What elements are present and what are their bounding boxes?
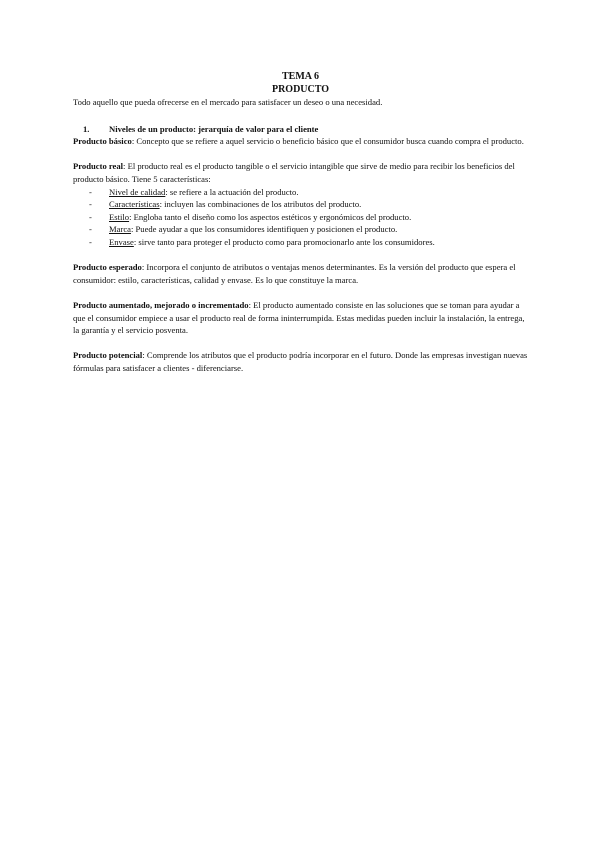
feature-text: : se refiere a la actuación del producto. [165, 186, 299, 197]
term-producto-aumentado: Producto aumentado, mejorado o incrementado [73, 299, 249, 310]
paragraph-producto-basico [73, 135, 528, 148]
paragraph-producto-aumentado [73, 299, 528, 337]
feature-name: Nivel de calidad [109, 186, 166, 197]
text-producto-esperado: : Incorpora el conjunto de atributos o ventajas menos determinantes. Es la versión del producto que espera el consumidor: estilo, características, calidad y envase. Es lo que constituye la marca. [73, 262, 516, 285]
title-line-1: TEMA 6 [282, 71, 319, 82]
list-item [73, 186, 528, 199]
list-dash: - [89, 199, 92, 210]
title-line-2: PRODUCTO [271, 84, 330, 95]
feature-text: : Puede ayudar a que los consumidores identifiquen y posicionen el producto. [130, 224, 398, 235]
paragraph-producto-potencial [73, 349, 528, 374]
list-item [73, 211, 528, 224]
feature-name: Marca [109, 224, 131, 235]
feature-text: : incluyen las combinaciones de los atributos del producto. [159, 199, 362, 210]
intro-text: Todo aquello que pueda ofrecerse en el mercado para satisfacer un deseo o una necesidad. [73, 97, 383, 107]
term-producto-potencial: Producto potencial [73, 350, 143, 361]
text-producto-potencial: : Comprende los atributos que el producto podría incorporar en el futuro. Donde las empresas investigan nuevas fórmulas para satisfacer a clientes - diferenciarse. [73, 350, 528, 373]
feature-text: : Engloba tanto el diseño como los aspectos estéticos y ergonómicos del producto. [129, 211, 412, 222]
list-dash: - [89, 224, 92, 235]
term-producto-basico: Producto básico [73, 136, 132, 147]
list-item [73, 198, 528, 211]
list-dash: - [89, 211, 92, 222]
term-producto-real: Producto real [73, 161, 124, 172]
section-heading [73, 123, 528, 136]
term-producto-esperado: Producto esperado [73, 262, 142, 273]
list-item [73, 223, 528, 236]
list-item [73, 236, 528, 249]
list-dash: - [89, 236, 92, 247]
list-dash: - [89, 186, 92, 197]
section-title: Niveles de un producto: jerarquía de valor para el cliente [109, 123, 319, 134]
features-list [73, 186, 528, 249]
feature-name: Envase [109, 236, 134, 247]
document-body [73, 70, 528, 374]
text-producto-basico: : Concepto que se refiere a aquel servicio o beneficio básico que el consumidor busca cuando compra el producto. [131, 136, 524, 147]
feature-text: : sirve tanto para proteger el producto como para promocionarlo ante los consumidores. [133, 236, 435, 247]
paragraph-producto-real [73, 160, 528, 185]
section-number: 1. [83, 123, 90, 134]
text-producto-aumentado: : El producto aumentado consiste en las soluciones que se toman para ayudar a que el consumidor empiece a usar el producto real de forma ininterrumpida. Estas medidas pueden incluir la instalación, la entrega, la garantía y el servicio posventa. [73, 299, 525, 336]
text-producto-real: : El producto real es el producto tangible o el servicio intangible que sirve de medio para recibir los beneficios del producto básico. Tiene 5 características: [73, 161, 515, 184]
feature-name: Estilo [109, 211, 130, 222]
paragraph-producto-esperado [73, 261, 528, 286]
feature-name: Características [109, 199, 160, 210]
